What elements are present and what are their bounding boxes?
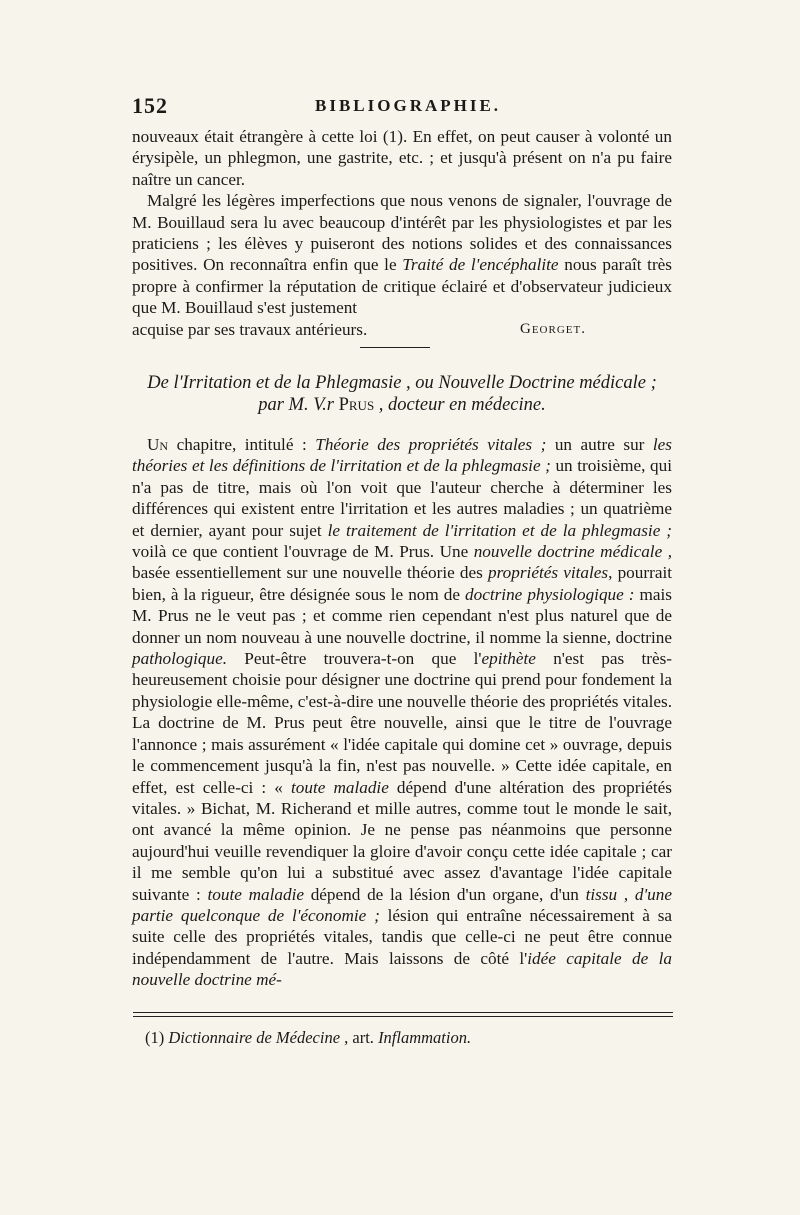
text-run: dépend d'une altération des propriétés vitales. » Bichat, M. Richerand et mille autres, comme tout le monde le sait, ont avancé la même opinion. Je ne pense pas néanmoins que personne aujourd'hui veuille revendiquer la gloire d'avoir conçu cette idée capitale ; car il me semble qu'on lui a substitué avec assez d'avantage l'idée capitale suivante :	[132, 777, 672, 904]
text-run: un troisième, qui n'a pas de titre, mais où l'on voit que l'auteur cherche à déterminer les différences qui existent entre l'irritation et les autres maladies ; un quatrième et dernier, ayant pour sujet	[132, 456, 672, 540]
text-run: nous paraît très propre à confirmer la réputation de critique éclairé et d'observateur judicieux que M. Bouillaud s'est justement	[132, 255, 672, 318]
italic-run: Inflammation.	[378, 1028, 472, 1047]
text-run: basée essentiellement sur une nouvelle théorie des	[132, 563, 489, 583]
title-line: De l'Irritation et de la Phlegmasie , ou Nouvelle Doctrine médicale ;	[147, 373, 657, 393]
italic-run: epithète	[481, 649, 536, 669]
text-run: mais M. Prus ne le veut pas ; et comme rien cependant n'est plus naturel que de donner un nom nouveau à une nouvelle doctrine, il nomme la sienne, doctrine	[132, 584, 673, 647]
text-run: Peut-être trouvera-t-on que l'	[227, 649, 482, 669]
italic-run: nouvelle doctrine médicale ,	[473, 542, 672, 562]
text-run: par M. V.r	[258, 395, 339, 415]
text-run: , docteur en médecine.	[374, 395, 546, 415]
paragraph	[132, 434, 672, 991]
text-run: Un	[147, 435, 169, 454]
footnote-mark: (1)	[145, 1028, 169, 1047]
article-body	[132, 434, 672, 991]
italic-run: idée capitale de la nouvelle doctrine mé-	[132, 948, 672, 990]
italic-run: toute maladie	[207, 884, 304, 904]
title-byline	[132, 394, 672, 416]
text-run: Malgré les légères imperfections que nous venons de signaler, l'ouvrage de M. Bouillaud sera lu avec beaucoup d'intérêt par les physiologistes et par les praticiens ; les élèves y puiseront des notions solides et des connaissances positives. On reconnaîtra enfin que le	[132, 191, 672, 275]
text-run: chapitre, intitulé :	[168, 435, 316, 454]
section-divider	[360, 347, 430, 348]
italic-run: toute maladie	[290, 777, 389, 797]
text-run: ,	[617, 884, 635, 904]
article-title	[132, 372, 672, 416]
italic-run: Dictionnaire de Médecine	[168, 1028, 341, 1047]
text-run: , pourrait bien, à la rigueur, être désignée sous le nom de	[132, 563, 672, 604]
footnote-rule	[133, 1012, 673, 1017]
italic-run: doctrine physiologique :	[465, 584, 635, 604]
text-run: voilà ce que contient l'ouvrage de M. Prus. Une	[132, 542, 474, 562]
text-run: lésion qui entraîne nécessairement à sa suite celle des propriétés vitales, tandis que celle-ci ne peut être connue indépendamment de l'autre. Mais laissons de côté l'	[132, 905, 673, 968]
italic-run: le traitement de l'irritation et de la phlegmasie ;	[327, 520, 672, 540]
review-signature: Georget.	[520, 320, 586, 337]
page-number: 152	[132, 93, 168, 118]
footnote	[145, 1028, 665, 1048]
italic-run: pathologique.	[132, 649, 228, 669]
previous-review-text	[132, 126, 672, 340]
running-head: BIBLIOGRAPHIE.	[315, 96, 502, 115]
text-run: acquise par ses travaux antérieurs.	[132, 319, 368, 339]
text-run: un autre sur	[546, 435, 653, 454]
text-run: , art.	[340, 1028, 379, 1047]
italic-run: d'une partie quelconque de l'économie ;	[132, 884, 672, 925]
italic-run: propriétés vitales	[488, 563, 609, 583]
author-name: Prus	[338, 395, 375, 415]
italic-run: tissu	[585, 884, 618, 904]
text-run: dépend de la lésion d'un organe, d'un	[303, 884, 586, 904]
paragraph: nouveaux était étrangère à cette loi (1). En effet, on peut causer à volonté un érysipèle, un phlegmon, une gastrite, etc. ; et jusqu'à présent on n'a pu faire naître un cancer.	[132, 127, 672, 189]
signature-line	[132, 319, 672, 340]
page-header	[132, 93, 680, 121]
paragraph	[132, 190, 672, 318]
italic-run: les théories et les définitions de l'irritation et de la phlegmasie ;	[132, 435, 672, 476]
italic-run: Théorie des propriétés vitales ;	[315, 435, 547, 454]
text-run: n'est pas très-heureusement choisie pour désigner une doctrine qui prend pour fondement la physiologie elle-même, c'est-à-dire une nouvelle théorie des propriétés vitales. La doctrine de M. Prus peut être nouvelle, ainsi que le titre de l'ouvrage l'annonce ; mais assurément « l'idée capitale qui domine cet » ouvrage, depuis le commencement jusqu'à la fin, n'est pas nouvelle. » Cette idée capitale, en effet, est celle-ci : «	[132, 649, 673, 797]
italic-run: Traité de l'encéphalite	[402, 255, 559, 275]
